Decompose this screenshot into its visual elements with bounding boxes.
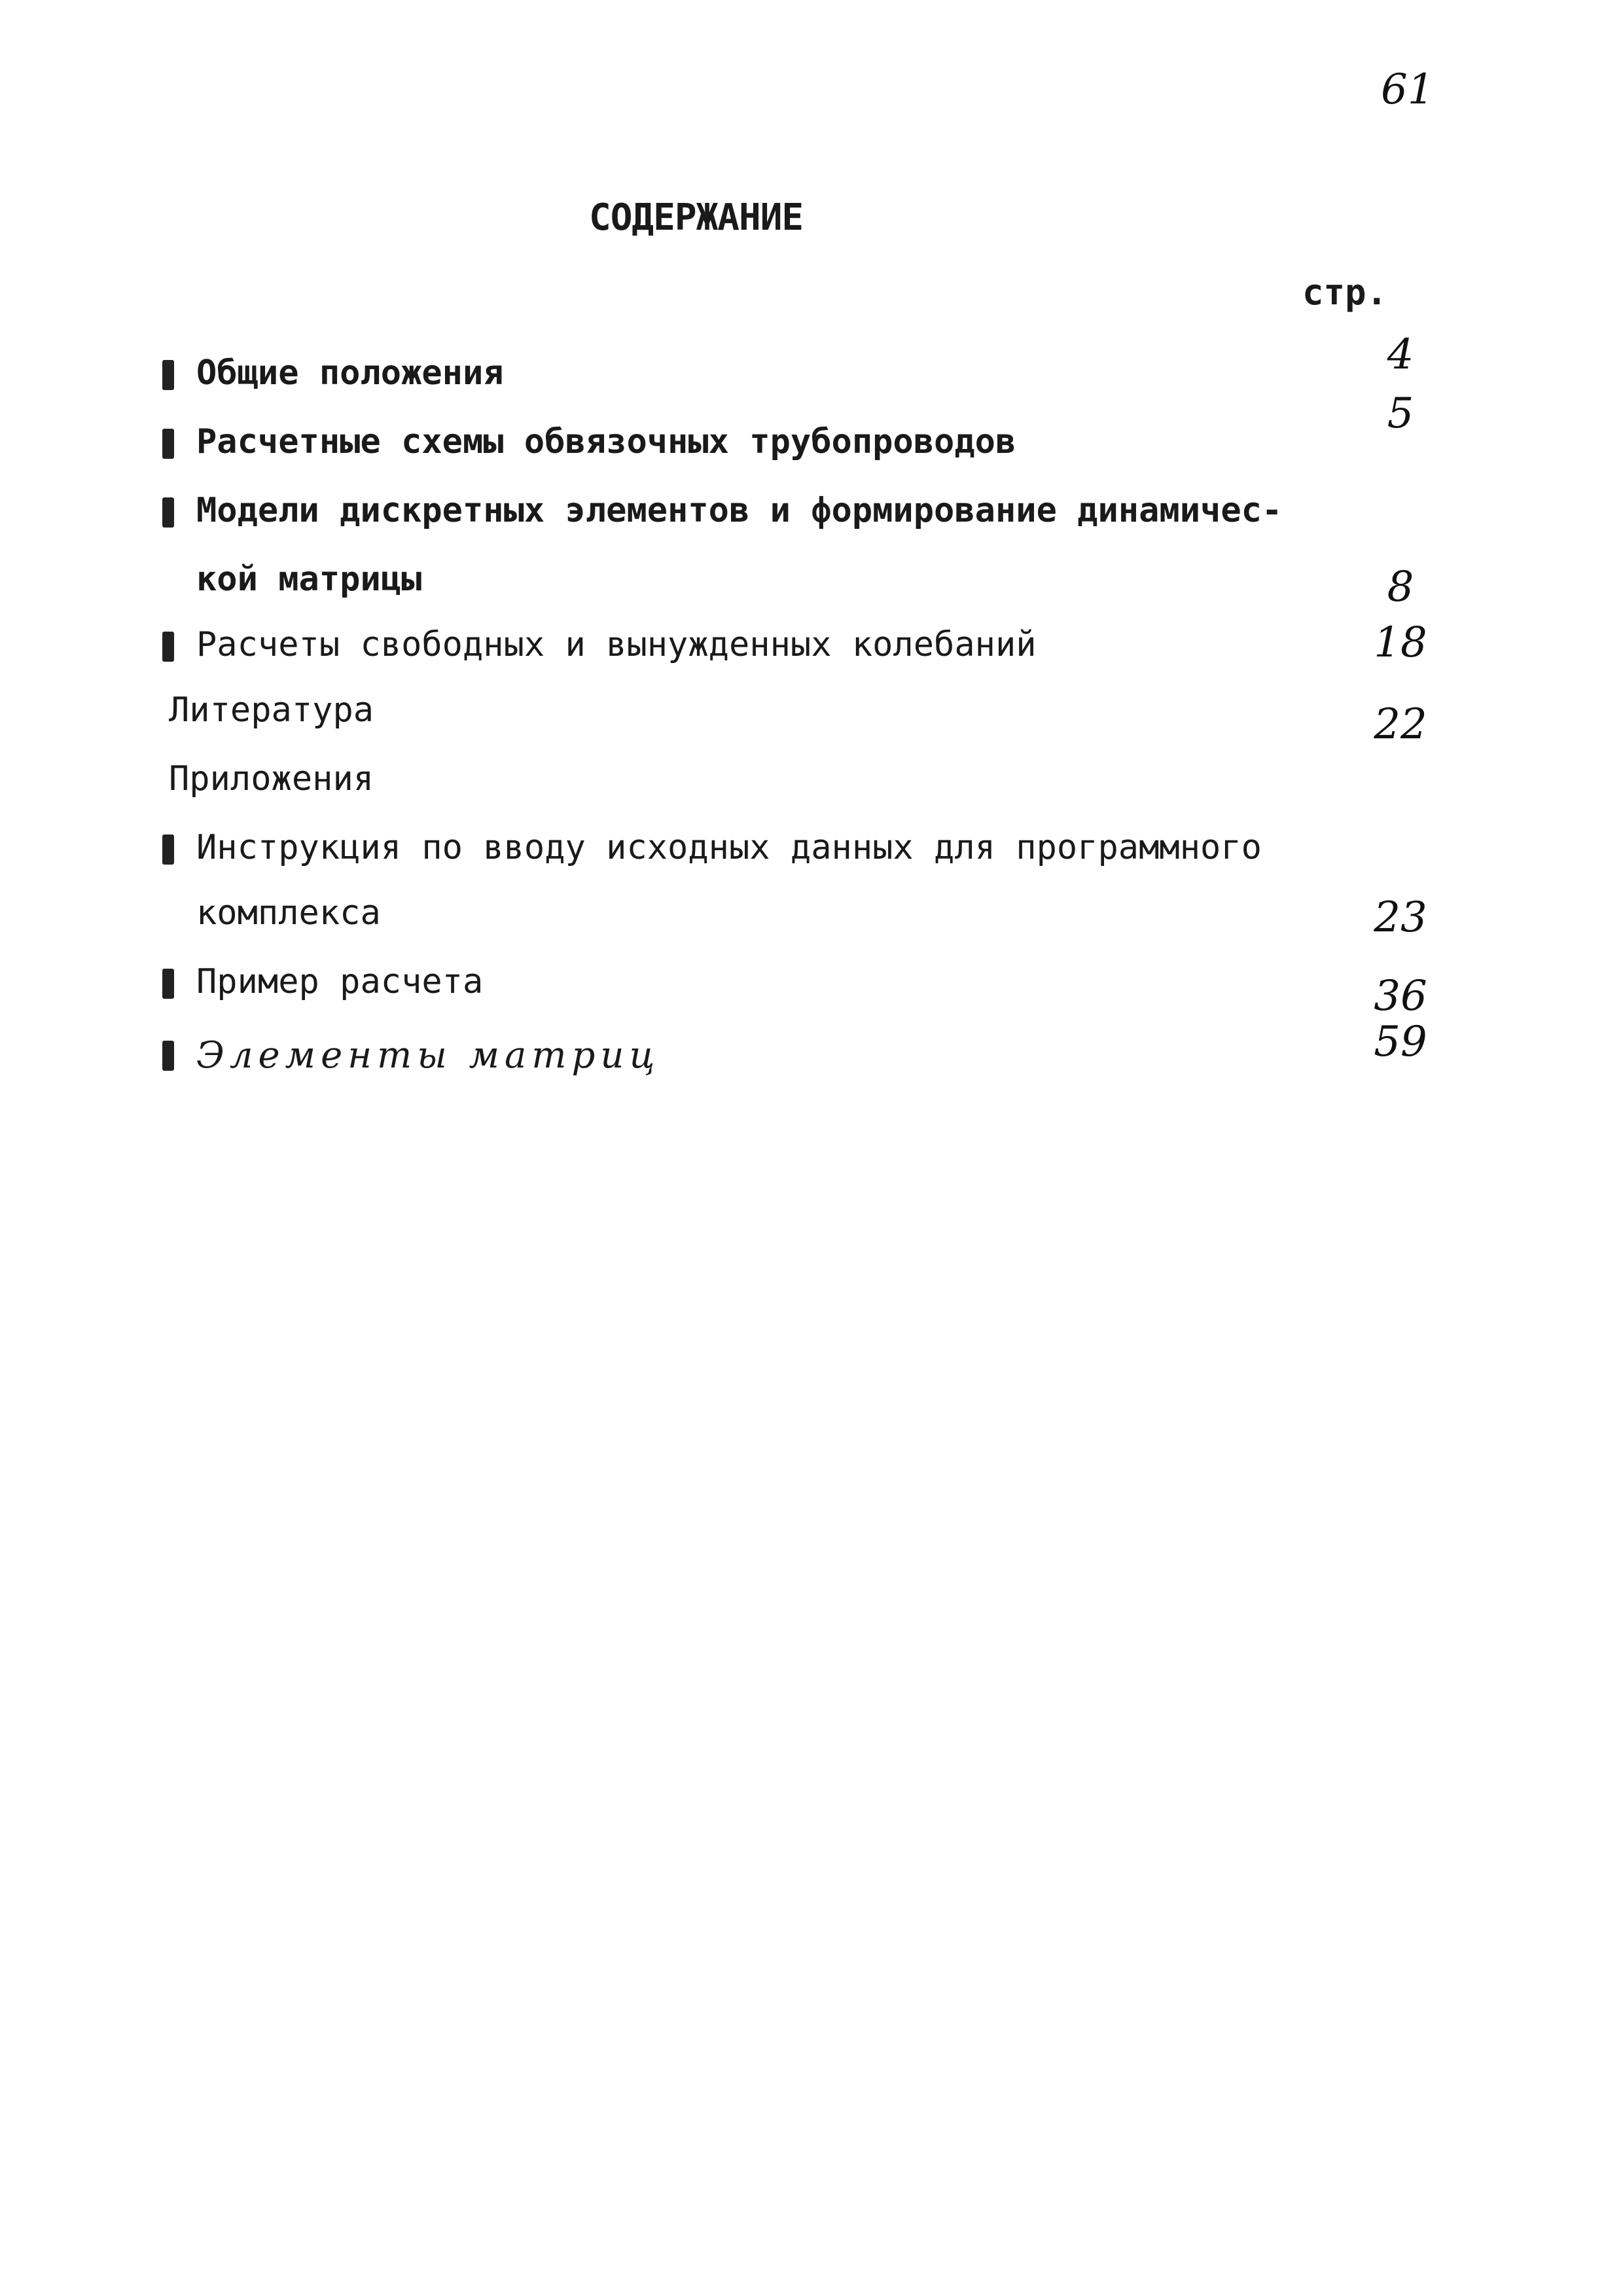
toc-entry: [0, 491, 1623, 550]
section-number-marker: [162, 497, 174, 528]
toc-entry-page: 59: [1374, 1018, 1427, 1066]
toc-entry-page: 23: [1374, 893, 1427, 942]
toc-entry-title: Элементы матриц: [196, 1034, 660, 1077]
toc-entry-title: Приложения: [169, 759, 374, 798]
toc-entry-title: Расчетные схемы обвязочных трубопроводов: [196, 422, 1016, 461]
section-number-marker: [162, 360, 174, 390]
toc-entry-title: Общие положения: [196, 353, 504, 393]
toc-entry-page: 5: [1387, 389, 1414, 438]
section-number-marker: [162, 1041, 174, 1071]
section-number-marker: [162, 834, 174, 865]
page-number: 61: [1381, 65, 1435, 114]
document-title: СОДЕРЖАНИЕ: [589, 196, 804, 239]
toc-entry-page: 22: [1374, 700, 1427, 749]
toc-entry-page: 36: [1374, 972, 1427, 1020]
toc-entry-page: 8: [1387, 563, 1414, 611]
page-column-header: стр.: [1302, 272, 1388, 313]
toc-entry-title: Литература: [169, 691, 374, 730]
toc-entry-title: комплекса: [196, 893, 381, 933]
section-number-marker: [162, 632, 174, 662]
toc-entry-page: 4: [1387, 331, 1414, 379]
section-number-marker: [162, 969, 174, 999]
toc-entry-title: Пример расчета: [196, 962, 484, 1001]
toc-entry-title: Расчеты свободных и вынужденных колебаний: [196, 625, 1037, 664]
toc-entry: [0, 828, 1623, 887]
toc-entry-title: Модели дискретных элементов и формирование динамичес-: [196, 491, 1283, 530]
toc-entry: [0, 759, 1623, 818]
section-number-marker: [162, 429, 174, 459]
toc-entry-page: 18: [1374, 619, 1427, 667]
toc-entry-title: кой матрицы: [196, 560, 422, 599]
toc-entry-title: Инструкция по вводу исходных данных для программного: [196, 828, 1262, 867]
